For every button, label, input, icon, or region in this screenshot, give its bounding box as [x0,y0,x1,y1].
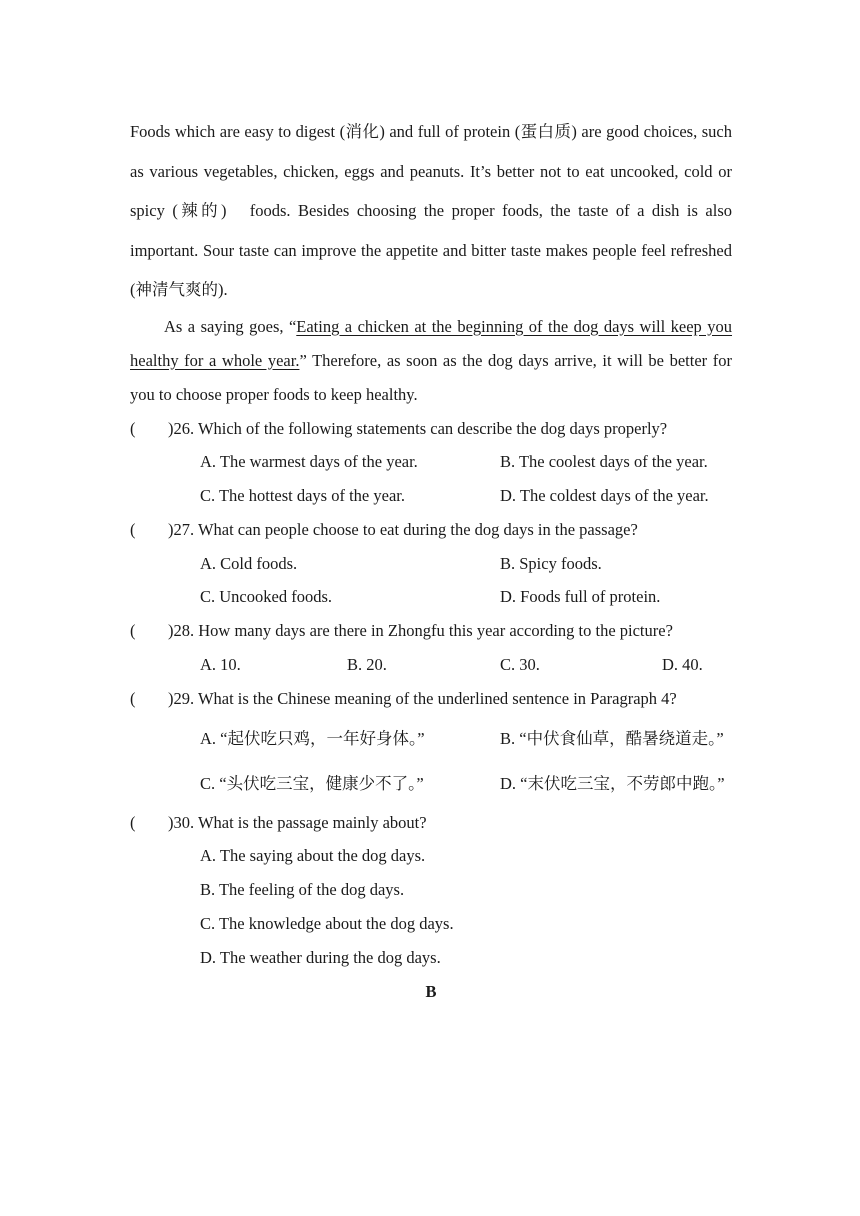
passage-paragraph-1: Foods which are easy to digest (消化) and full of protein (蛋白质) are good choices, such as various vegetables, chicken, eggs and peanuts. It’s better not to eat uncooked, cold or spicy (辣的) foods. Besides choosing the proper foods, the taste of a dish is also important. Sour taste can improve the appetite and bitter taste makes people feel refreshed (神清气爽的). [130,122,732,299]
underlined-sentence: Eating a chicken at the beginning of the dog days will keep you healthy for a whole year. [130,316,733,370]
question-29-option-c: C. “头伏吃三宝，健康少不了。” [200,773,424,793]
question-27-option-c: C. Uncooked foods. [200,587,332,607]
question-26-option-c: C. The hottest days of the year. [200,486,405,506]
question-29-option-b: B. “中伏食仙草，酷暑绕道走。” [500,728,724,748]
question-30-option-c: C. The knowledge about the dog days. [200,914,454,934]
question-28-option-b: B. 20. [347,655,387,675]
question-27-option-b: B. Spicy foods. [500,553,602,573]
question-30-option-b-row [130,873,732,907]
question-27-options-row-2 [130,580,732,614]
section-heading: B [425,981,437,1001]
question-30-option-d: D. The weather during the dog days. [200,947,441,967]
question-26-stem: )26. Which of the following statements can describe the dog days properly? [168,418,668,438]
answer-blank-open: ( [130,812,136,832]
question-27-option-d: D. Foods full of protein. [500,587,661,607]
question-29-stem: )29. What is the Chinese meaning of the underlined sentence in Paragraph 4? [168,688,677,708]
question-27 [130,513,732,547]
question-27-stem: )27. What can people choose to eat during the dog days in the passage? [168,519,638,539]
question-26-options-row-2 [130,479,732,513]
question-30 [130,806,732,840]
question-28-options-row [130,648,732,682]
question-29-option-a: A. “起伏吃只鸡，一年好身体。” [200,728,425,748]
answer-blank-open: ( [130,418,136,438]
question-28-option-c: C. 30. [500,655,540,675]
question-26-options-row-1 [130,445,732,479]
question-30-option-d-row [130,941,732,975]
question-30-stem: )30. What is the passage mainly about? [168,812,427,832]
question-27-option-a: A. Cold foods. [200,553,298,573]
question-27-options-row-1 [130,547,732,581]
question-29-options-row-1 [130,716,732,761]
answer-blank-open: ( [130,688,136,708]
question-30-option-a: A. The saying about the dog days. [200,846,426,866]
question-30-option-c-row [130,907,732,941]
answer-blank-open: ( [130,519,136,539]
question-28-option-a: A. 10. [200,655,241,675]
passage-paragraph-2 [130,310,732,412]
question-30-option-b: B. The feeling of the dog days. [200,880,405,900]
question-29-option-d: D. “末伏吃三宝，不劳郎中跑。” [500,773,725,793]
answer-blank-open: ( [130,621,136,641]
question-28-stem: )28. How many days are there in Zhongfu this year according to the picture? [168,621,673,641]
question-26-option-a: A. The warmest days of the year. [200,452,418,472]
question-29-options-row-2 [130,761,732,806]
question-29 [130,682,732,716]
question-26-option-d: D. The coldest days of the year. [500,486,709,506]
question-26-option-b: B. The coolest days of the year. [500,452,708,472]
paragraph-2-rest: ” Therefore, as soon as the dog days arrive, it will be better for you to choose proper foods to keep healthy. [130,350,732,404]
paragraph-2-lead: As a saying goes, “ [164,316,297,336]
exam-page [130,112,732,1008]
question-28 [130,614,732,648]
question-30-option-a-row [130,839,732,873]
question-26 [130,412,732,446]
question-28-option-d: D. 40. [662,655,703,675]
